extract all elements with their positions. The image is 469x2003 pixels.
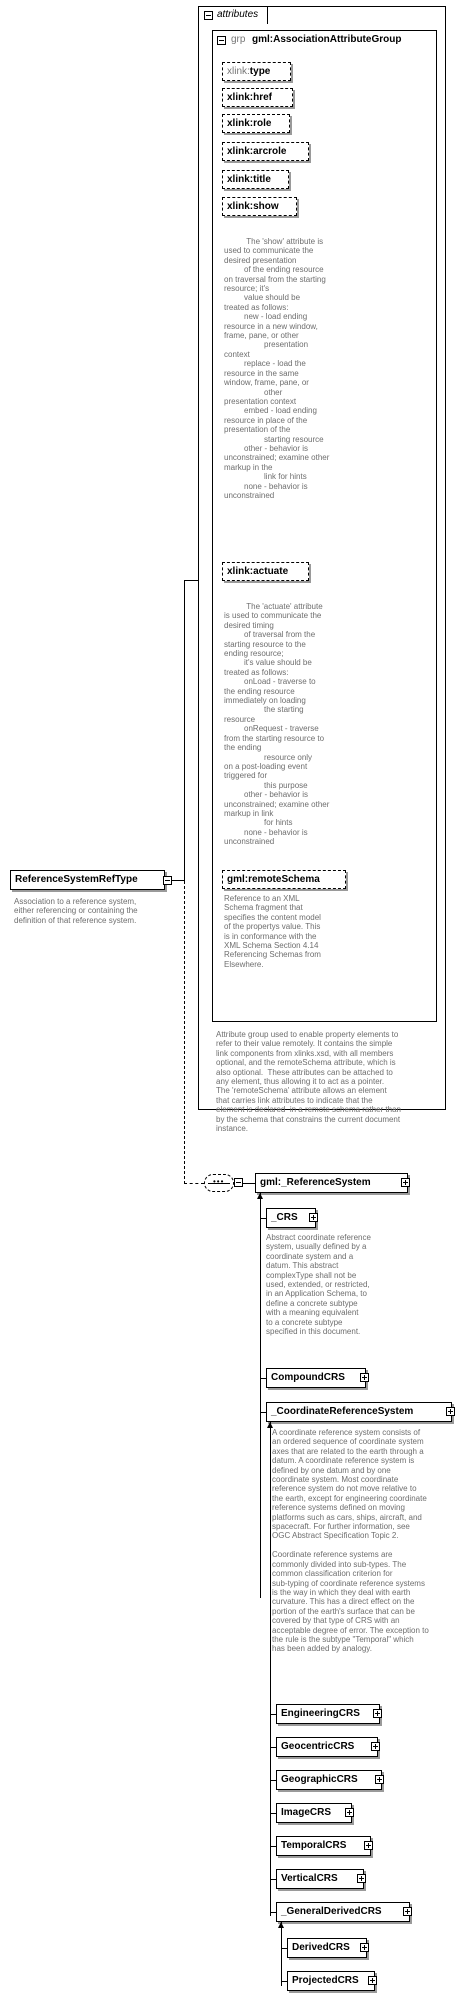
expand-icon[interactable] (345, 1808, 354, 1817)
expand-icon[interactable] (446, 1407, 455, 1416)
collapse-icon[interactable] (204, 11, 213, 20)
reference-system-name: gml:_ReferenceSystem (260, 1177, 371, 1188)
crs-type-engineering[interactable] (276, 1704, 380, 1724)
attr-xlink-actuate[interactable] (222, 562, 309, 581)
inheritance-arrow (278, 1922, 284, 1928)
coordinate-reference-system-description: A coordinate reference system consists of an ordered sequence of coordinate system axes that are related to the earth through a datum. A coordinate reference system is defined by one datum and by one coordinate system. Most coordinate reference system do not move relative to the earth, except for engineering coordinate reference systems defined on moving platforms such as cars, ships, aircraft, and spacecraft. For further information, see OGC Abstract Specification Topic 2. Coordinate reference systems are commonly divided into sub-types. The common classification criterion for sub-typing of coordinate reference systems is the way in which they deal with earth curvature. This has a direct effect on the portion of the earth's surface that can be covered by that type of CRS with an acceptable degree of error. The exception to the rule is the subtype "Temporal" which has been added by analogy. (272, 1428, 429, 1654)
attr-xlink-title[interactable] (222, 170, 289, 189)
attr-xlink-href[interactable] (222, 88, 293, 107)
expand-icon[interactable] (357, 1874, 366, 1883)
attributes-title: attributes (217, 9, 259, 20)
attr-name: xlink:title (227, 174, 271, 185)
attr-xlink-type[interactable] (222, 62, 291, 81)
crs-type-name: EngineeringCRS (281, 1708, 360, 1719)
coordinate-reference-system-box[interactable] (266, 1402, 452, 1422)
attr-xlink-show[interactable] (222, 197, 297, 216)
inheritance-line (270, 1422, 271, 1916)
derived-crs-name: DerivedCRS (292, 1942, 350, 1953)
attr-xlink-arcrole[interactable] (222, 142, 309, 161)
expand-icon[interactable] (360, 1373, 369, 1382)
crs-type-name: VerticalCRS (281, 1873, 338, 1884)
attr-name: xlink:show (227, 201, 279, 212)
crs-type-name: TemporalCRS (281, 1840, 347, 1851)
attributes-tab (198, 6, 268, 24)
crs-type-name: GeocentricCRS (281, 1741, 355, 1752)
expand-icon[interactable] (403, 1907, 412, 1916)
compositor-box[interactable] (204, 1174, 234, 1192)
derived-crs-box[interactable] (287, 1938, 367, 1958)
show-description: The 'show' attribute is used to communicate the desired presentation of the ending resource on traversal from the starting resource; it's value should be treated as follows: new - load ending resource in a new window, frame, pane, or other presentation context replace - load the resource in the same window, frame, pane, or other presentation context embed - load ending resource in place of the presentation of the starting resource other - behavior is unconstrained; examine other markup in the link for hints none - behavior is unconstrained (224, 237, 330, 500)
connector (184, 580, 185, 881)
compound-crs-box[interactable] (266, 1368, 366, 1388)
crs-type-temporal[interactable] (276, 1836, 371, 1856)
coordinate-reference-system-name: _CoordinateReferenceSystem (271, 1406, 414, 1417)
general-derived-crs-box[interactable] (276, 1902, 410, 1922)
expand-icon[interactable] (401, 1178, 410, 1187)
crs-name: _CRS (271, 1212, 298, 1223)
group-name[interactable]: gml:AssociationAttributeGroup (252, 34, 402, 45)
expand-icon[interactable] (364, 1841, 373, 1850)
root-type-box[interactable] (10, 870, 165, 890)
compositor-dots: ••• (213, 1177, 225, 1186)
attr-gml-remote-schema[interactable] (222, 870, 346, 889)
expand-icon[interactable] (309, 1213, 318, 1222)
expand-icon[interactable] (373, 1709, 382, 1718)
crs-type-vertical[interactable] (276, 1869, 364, 1889)
actuate-description: The 'actuate' attribute is used to communicate the desired timing of traversal from the starting resource to the ending resource; it's value should be treated as follows: onLoad - traverse to the ending resource immediately on loading the starting resource onRequest - traverse from the starting resource to the ending resource only on a post-loading event triggered for this purpose other - behavior is unconstrained; examine other markup in link for hints none - behavior is unconstrained (224, 602, 330, 847)
attr-name: xlink:actuate (227, 566, 289, 577)
inheritance-arrow (257, 1193, 263, 1199)
inheritance-line (281, 1922, 282, 1986)
collapse-icon[interactable] (234, 1178, 243, 1187)
expand-icon[interactable] (368, 1976, 377, 1985)
crs-type-geographic[interactable] (276, 1770, 382, 1790)
connector (184, 580, 198, 581)
projected-crs-box[interactable] (287, 1971, 375, 1991)
expand-icon[interactable] (371, 1742, 380, 1751)
connector (184, 881, 185, 1184)
attr-xlink-role[interactable] (222, 114, 290, 133)
root-description: Association to a reference system, either referencing or containing the definition of that reference system. (14, 897, 138, 925)
collapse-icon[interactable] (217, 36, 226, 45)
connector (184, 1183, 204, 1184)
crs-type-name: GeographicCRS (281, 1774, 358, 1785)
attr-name: xlink:href (227, 92, 273, 103)
collapse-icon[interactable] (163, 876, 172, 885)
attr-name: type (249, 66, 271, 77)
expand-icon[interactable] (375, 1775, 384, 1784)
root-type-name: ReferenceSystemRefType (15, 874, 138, 885)
projected-crs-name: ProjectedCRS (292, 1975, 359, 1986)
group-description: Attribute group used to enable property elements to refer to their value remotely. It contains the simple link components from xlinks.xsd, with all members optional, and the remoteSchema attribute, which is also optional. These attributes can be attached to any element, thus allowing it to act as a pointer. The 'remoteSchema' attribute allows an element that carries link attributes to indicate that the element is declared in a remote schema rather than by the schema that constrains the current document instance. (216, 1030, 401, 1134)
general-derived-crs-name: _GeneralDerivedCRS (281, 1906, 382, 1917)
group-prefix: grp (231, 34, 246, 45)
attr-name: gml:remoteSchema (227, 874, 320, 885)
inheritance-line (260, 1193, 261, 1598)
reference-system-box[interactable] (255, 1173, 408, 1193)
crs-description: Abstract coordinate reference system, usually defined by a coordinate system and a datum. This abstract complexType shall not be used, extended, or restricted, in an Application Schema, to define a concrete subtype with a meaning equivalent to a concrete subtype specified in this document. (266, 1233, 371, 1337)
expand-icon[interactable] (360, 1943, 369, 1952)
crs-type-image[interactable] (276, 1803, 352, 1823)
compound-crs-name: CompoundCRS (271, 1372, 345, 1383)
attr-name: xlink:role (227, 118, 272, 129)
inheritance-arrow (267, 1422, 273, 1428)
attr-name: xlink:arcrole (227, 146, 287, 157)
connector (172, 880, 184, 881)
attr-prefix: xlink: (227, 66, 250, 77)
connector (243, 1183, 255, 1184)
crs-type-geocentric[interactable] (276, 1737, 378, 1757)
remote-schema-description: Reference to an XML Schema fragment that specifies the content model of the propertys value. This is in conformance with the XML Schema Section 4.14 Referencing Schemas from Elsewhere. (224, 894, 321, 969)
crs-type-name: ImageCRS (281, 1807, 332, 1818)
